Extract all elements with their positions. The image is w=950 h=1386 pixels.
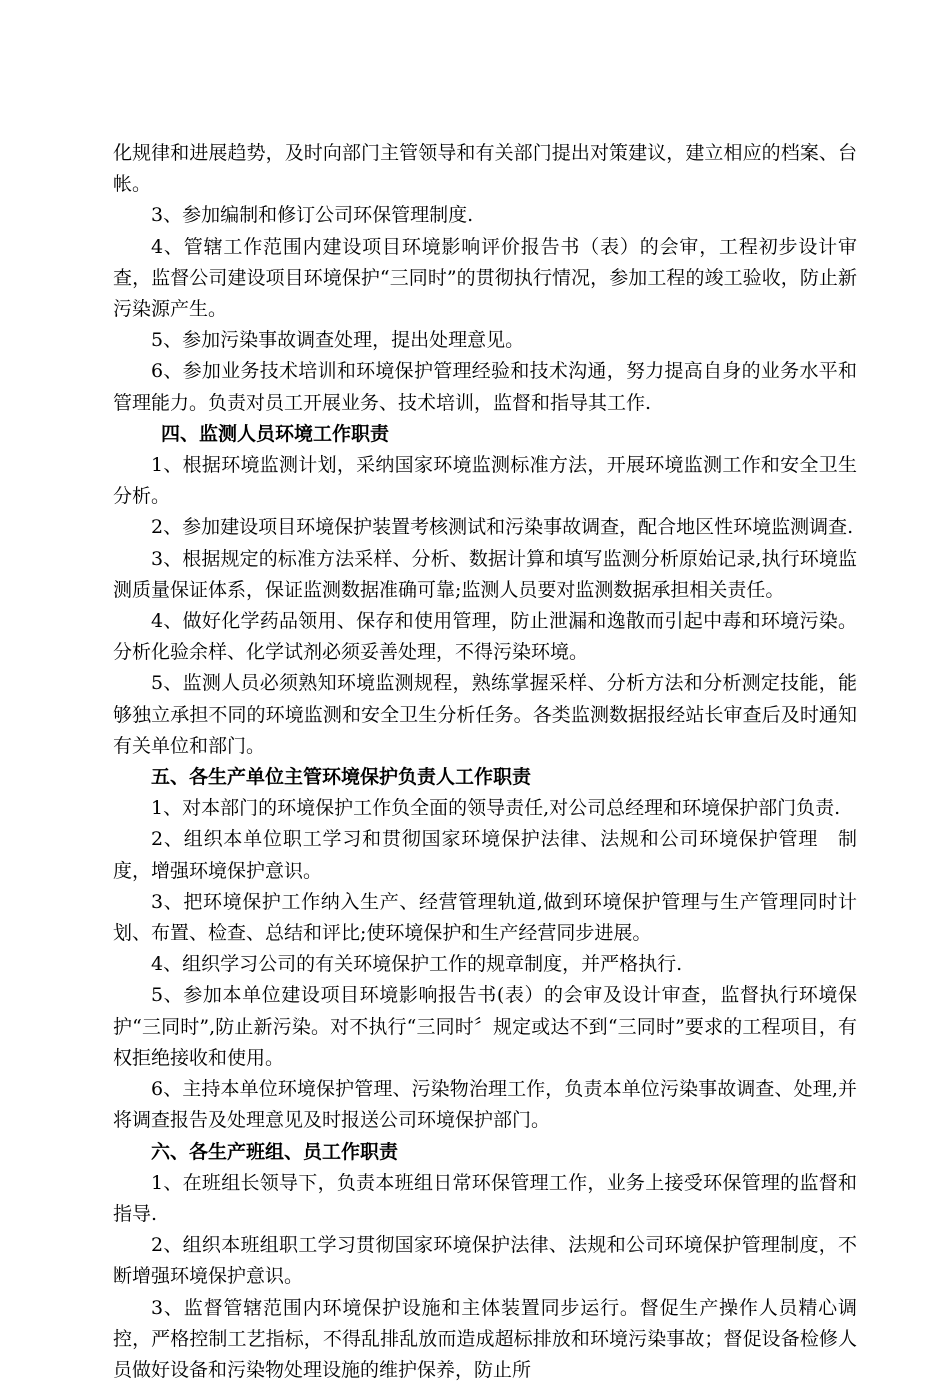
paragraph: 5、监测人员必须熟知环境监测规程，熟练掌握采样、分析方法和分析测定技能，能够独立承担不同的环境监测和安全卫生分析任务。各类监测数据报经站长审查后及时通知有关单位和部门。 — [113, 672, 857, 757]
paragraph: 3、监督管辖范围内环境保护设施和主体装置同步运行。督促生产操作人员精心调控，严格控制工艺指标，不得乱排乱放而造成超标排放和环境污染事故；督促设备检修人员做好设备和污染物处理设施的维护保养，防止所 — [113, 1296, 857, 1381]
paragraph: 6、主持本单位环境保护管理、污染物治理工作，负责本单位污染事故调查、处理,并将调查报告及处理意见及时报送公司环境保护部门。 — [113, 1078, 857, 1132]
paragraph: 4、做好化学药品领用、保存和使用管理，防止泄漏和逸散而引起中毒和环境污染。分析化验余样、化学试剂必须妥善处理，不得污染环境。 — [113, 610, 857, 664]
paragraph: 6、参加业务技术培训和环境保护管理经验和技术沟通，努力提高自身的业务水平和管理能力。负责对员工开展业务、技术培训，监督和指导其工作. — [113, 360, 857, 414]
section-heading: 四、监测人员环境工作职责 — [161, 422, 390, 445]
paragraph: 2、参加建设项目环境保护装置考核测试和污染事故调查，配合地区性环境监测调查. — [151, 516, 854, 539]
paragraph: 1、根据环境监测计划，采纳国家环境监测标准方法，开展环境监测工作和安全卫生分析。 — [113, 454, 857, 508]
section-heading: 六、各生产班组、员工作职责 — [151, 1140, 399, 1163]
section-heading: 五、各生产单位主管环境保护负责人工作职责 — [151, 766, 532, 789]
document-body — [113, 138, 857, 1386]
paragraph: 1、在班组长领导下，负责本班组日常环保管理工作，业务上接受环保管理的监督和指导. — [113, 1171, 857, 1225]
paragraph: 2、组织本单位职工学习和贯彻国家环境保护法律、法规和公司环境保护管理 制度，增强环境保护意识。 — [113, 828, 857, 882]
paragraph: 2、组织本班组职工学习贯彻国家环境保护法律、法规和公司环境保护管理制度，不断增强环境保护意识。 — [113, 1234, 857, 1288]
paragraph: 4、组织学习公司的有关环境保护工作的规章制度，并严格执行. — [151, 953, 683, 976]
paragraph-continuation: 化规律和进展趋势，及时向部门主管领导和有关部门提出对策建议，建立相应的档案、台帐。 — [113, 142, 857, 196]
paragraph: 3、参加编制和修订公司环保管理制度. — [151, 204, 474, 227]
paragraph: 5、参加本单位建设项目环境影响报告书(表）的会审及设计审查，监督执行环境保护“三同时”,防止新污染。对不执行“三同时〞规定或达不到“三同时”要求的工程项目，有权拒绝接收和使用。 — [113, 984, 857, 1069]
paragraph: 3、把环境保护工作纳入生产、经营管理轨道,做到环境保护管理与生产管理同时计划、布置、检查、总结和评比;使环境保护和生产经营同步进展。 — [113, 890, 857, 945]
paragraph: 3、根据规定的标准方法采样、分析、数据计算和填写监测分析原始记录,执行环境监测质量保证体系，保证监测数据准确可靠;监测人员要对监测数据承担相关责任。 — [113, 547, 857, 601]
paragraph: 1、对本部门的环境保护工作负全面的领导责任,对公司总经理和环境保护部门负责. — [151, 797, 841, 820]
paragraph: 4、管辖工作范围内建设项目环境影响评价报告书（表）的会审，工程初步设计审查，监督公司建设项目环境保护“三同时”的贯彻执行情况，参加工程的竣工验收，防止新污染源产生。 — [113, 235, 857, 321]
paragraph: 5、参加污染事故调查处理，提出处理意见。 — [151, 329, 525, 352]
